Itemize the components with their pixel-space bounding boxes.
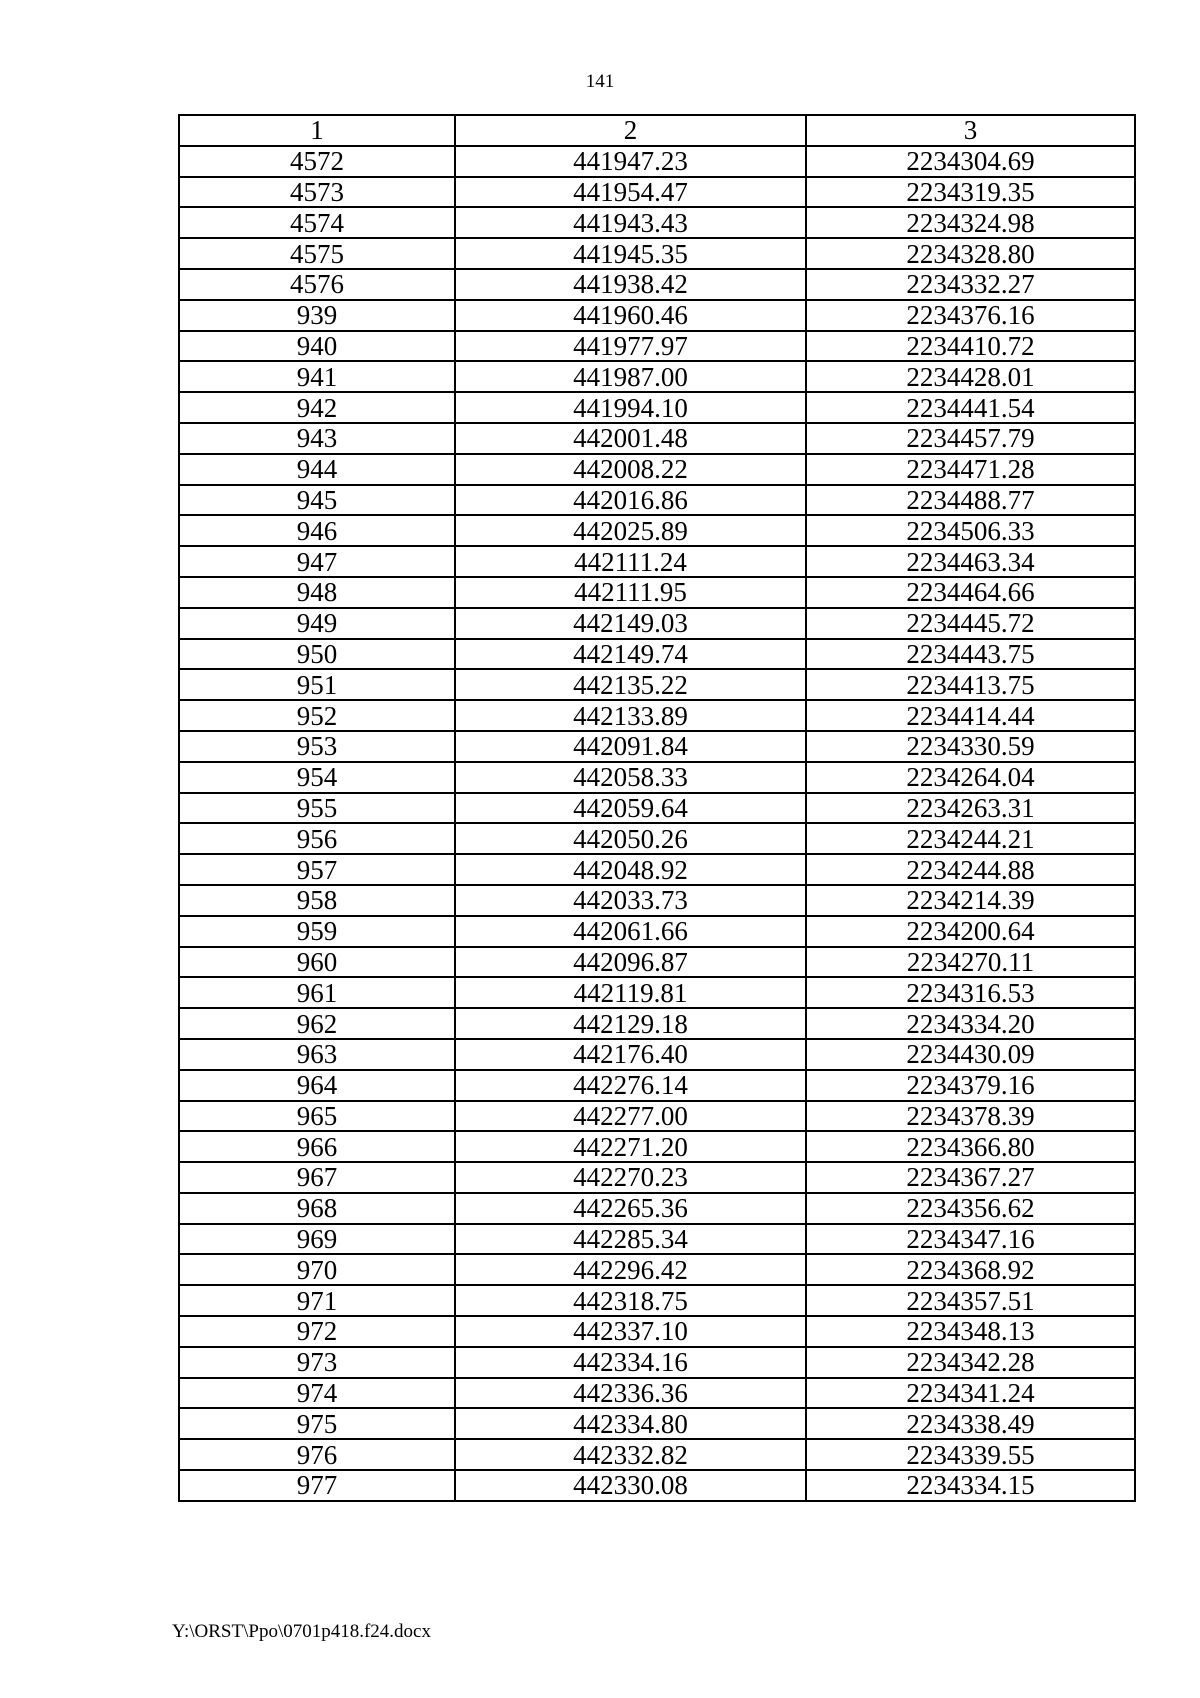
y-coordinate-cell: 2234304.69 [806, 146, 1135, 177]
point-number-cell: 966 [179, 1131, 455, 1162]
table-row [179, 177, 1135, 208]
y-coordinate-cell: 2234471.28 [806, 454, 1135, 485]
y-coordinate-cell: 2234334.20 [806, 1008, 1135, 1039]
table-row [179, 823, 1135, 854]
table-row [179, 1131, 1135, 1162]
table-row [179, 854, 1135, 885]
x-coordinate-cell: 442050.26 [455, 823, 806, 854]
point-number-cell: 939 [179, 300, 455, 331]
point-number-cell: 969 [179, 1224, 455, 1255]
table-row [179, 146, 1135, 177]
x-coordinate-cell: 442337.10 [455, 1316, 806, 1347]
table-row [179, 392, 1135, 423]
x-coordinate-cell: 442001.48 [455, 423, 806, 454]
table-row [179, 577, 1135, 608]
y-coordinate-cell: 2234328.80 [806, 238, 1135, 269]
point-number-cell: 4575 [179, 238, 455, 269]
point-number-cell: 943 [179, 423, 455, 454]
x-coordinate-cell: 442318.75 [455, 1285, 806, 1316]
x-coordinate-cell: 442149.03 [455, 608, 806, 639]
x-coordinate-cell: 442133.89 [455, 700, 806, 731]
table-row [179, 669, 1135, 700]
x-coordinate-cell: 442016.86 [455, 485, 806, 516]
table-row [179, 947, 1135, 978]
point-number-cell: 968 [179, 1193, 455, 1224]
table-row [179, 546, 1135, 577]
coordinate-table [178, 114, 1136, 1502]
x-coordinate-cell: 441987.00 [455, 361, 806, 392]
x-coordinate-cell: 441947.23 [455, 146, 806, 177]
column-header: 2 [455, 115, 806, 146]
x-coordinate-cell: 442334.16 [455, 1347, 806, 1378]
table-row [179, 885, 1135, 916]
table-row [179, 331, 1135, 362]
y-coordinate-cell: 2234244.88 [806, 854, 1135, 885]
y-coordinate-cell: 2234334.15 [806, 1470, 1135, 1501]
point-number-cell: 941 [179, 361, 455, 392]
x-coordinate-cell: 442119.81 [455, 977, 806, 1008]
point-number-cell: 974 [179, 1378, 455, 1409]
table-row [179, 608, 1135, 639]
y-coordinate-cell: 2234367.27 [806, 1162, 1135, 1193]
x-coordinate-cell: 441960.46 [455, 300, 806, 331]
x-coordinate-cell: 441945.35 [455, 238, 806, 269]
x-coordinate-cell: 441954.47 [455, 177, 806, 208]
y-coordinate-cell: 2234366.80 [806, 1131, 1135, 1162]
y-coordinate-cell: 2234356.62 [806, 1193, 1135, 1224]
x-coordinate-cell: 442059.64 [455, 793, 806, 824]
x-coordinate-cell: 442336.36 [455, 1378, 806, 1409]
point-number-cell: 953 [179, 731, 455, 762]
table-row [179, 1378, 1135, 1409]
table-row [179, 1224, 1135, 1255]
x-coordinate-cell: 442058.33 [455, 762, 806, 793]
table-row [179, 454, 1135, 485]
y-coordinate-cell: 2234376.16 [806, 300, 1135, 331]
y-coordinate-cell: 2234357.51 [806, 1285, 1135, 1316]
point-number-cell: 940 [179, 331, 455, 362]
point-number-cell: 959 [179, 916, 455, 947]
y-coordinate-cell: 2234463.34 [806, 546, 1135, 577]
y-coordinate-cell: 2234244.21 [806, 823, 1135, 854]
y-coordinate-cell: 2234428.01 [806, 361, 1135, 392]
table-row [179, 1408, 1135, 1439]
y-coordinate-cell: 2234347.16 [806, 1224, 1135, 1255]
point-number-cell: 973 [179, 1347, 455, 1378]
table-row [179, 1193, 1135, 1224]
table-row [179, 269, 1135, 300]
point-number-cell: 975 [179, 1408, 455, 1439]
point-number-cell: 950 [179, 639, 455, 670]
table-row [179, 423, 1135, 454]
table-row [179, 300, 1135, 331]
table-row [179, 1101, 1135, 1132]
y-coordinate-cell: 2234414.44 [806, 700, 1135, 731]
y-coordinate-cell: 2234341.24 [806, 1378, 1135, 1409]
point-number-cell: 956 [179, 823, 455, 854]
y-coordinate-cell: 2234506.33 [806, 515, 1135, 546]
x-coordinate-cell: 442270.23 [455, 1162, 806, 1193]
x-coordinate-cell: 442271.20 [455, 1131, 806, 1162]
y-coordinate-cell: 2234338.49 [806, 1408, 1135, 1439]
x-coordinate-cell: 442265.36 [455, 1193, 806, 1224]
table-row [179, 762, 1135, 793]
y-coordinate-cell: 2234264.04 [806, 762, 1135, 793]
point-number-cell: 944 [179, 454, 455, 485]
footer-file-path: Y:\ORST\Ppo\0701p418.f24.docx [172, 1621, 431, 1642]
point-number-cell: 961 [179, 977, 455, 1008]
y-coordinate-cell: 2234464.66 [806, 577, 1135, 608]
x-coordinate-cell: 442008.22 [455, 454, 806, 485]
table-row [179, 700, 1135, 731]
y-coordinate-cell: 2234342.28 [806, 1347, 1135, 1378]
x-coordinate-cell: 442135.22 [455, 669, 806, 700]
table-row [179, 515, 1135, 546]
table-row [179, 639, 1135, 670]
point-number-cell: 955 [179, 793, 455, 824]
y-coordinate-cell: 2234263.31 [806, 793, 1135, 824]
point-number-cell: 963 [179, 1039, 455, 1070]
x-coordinate-cell: 442111.95 [455, 577, 806, 608]
table-row [179, 916, 1135, 947]
x-coordinate-cell: 442025.89 [455, 515, 806, 546]
table-row [179, 238, 1135, 269]
x-coordinate-cell: 442129.18 [455, 1008, 806, 1039]
x-coordinate-cell: 442330.08 [455, 1470, 806, 1501]
column-header: 3 [806, 115, 1135, 146]
table-row [179, 1316, 1135, 1347]
y-coordinate-cell: 2234445.72 [806, 608, 1135, 639]
point-number-cell: 4572 [179, 146, 455, 177]
point-number-cell: 954 [179, 762, 455, 793]
x-coordinate-cell: 441938.42 [455, 269, 806, 300]
point-number-cell: 942 [179, 392, 455, 423]
y-coordinate-cell: 2234270.11 [806, 947, 1135, 978]
y-coordinate-cell: 2234330.59 [806, 731, 1135, 762]
point-number-cell: 948 [179, 577, 455, 608]
x-coordinate-cell: 442149.74 [455, 639, 806, 670]
point-number-cell: 977 [179, 1470, 455, 1501]
table-body [179, 115, 1135, 1501]
x-coordinate-cell: 442061.66 [455, 916, 806, 947]
point-number-cell: 971 [179, 1285, 455, 1316]
x-coordinate-cell: 442332.82 [455, 1439, 806, 1470]
point-number-cell: 972 [179, 1316, 455, 1347]
page-number: 141 [585, 71, 615, 92]
point-number-cell: 965 [179, 1101, 455, 1132]
table-row [179, 361, 1135, 392]
y-coordinate-cell: 2234441.54 [806, 392, 1135, 423]
y-coordinate-cell: 2234316.53 [806, 977, 1135, 1008]
table-row [179, 1039, 1135, 1070]
x-coordinate-cell: 442277.00 [455, 1101, 806, 1132]
point-number-cell: 949 [179, 608, 455, 639]
point-number-cell: 951 [179, 669, 455, 700]
table-row [179, 207, 1135, 238]
point-number-cell: 4573 [179, 177, 455, 208]
x-coordinate-cell: 442096.87 [455, 947, 806, 978]
y-coordinate-cell: 2234457.79 [806, 423, 1135, 454]
x-coordinate-cell: 442033.73 [455, 885, 806, 916]
y-coordinate-cell: 2234488.77 [806, 485, 1135, 516]
x-coordinate-cell: 441943.43 [455, 207, 806, 238]
point-number-cell: 970 [179, 1254, 455, 1285]
x-coordinate-cell: 442285.34 [455, 1224, 806, 1255]
table-row [179, 977, 1135, 1008]
x-coordinate-cell: 442091.84 [455, 731, 806, 762]
table-row [179, 1347, 1135, 1378]
point-number-cell: 967 [179, 1162, 455, 1193]
y-coordinate-cell: 2234332.27 [806, 269, 1135, 300]
x-coordinate-cell: 442111.24 [455, 546, 806, 577]
x-coordinate-cell: 441994.10 [455, 392, 806, 423]
y-coordinate-cell: 2234410.72 [806, 331, 1135, 362]
y-coordinate-cell: 2234339.55 [806, 1439, 1135, 1470]
y-coordinate-cell: 2234200.64 [806, 916, 1135, 947]
y-coordinate-cell: 2234324.98 [806, 207, 1135, 238]
point-number-cell: 4576 [179, 269, 455, 300]
x-coordinate-cell: 442048.92 [455, 854, 806, 885]
point-number-cell: 960 [179, 947, 455, 978]
x-coordinate-cell: 441977.97 [455, 331, 806, 362]
point-number-cell: 962 [179, 1008, 455, 1039]
y-coordinate-cell: 2234430.09 [806, 1039, 1135, 1070]
point-number-cell: 964 [179, 1070, 455, 1101]
point-number-cell: 958 [179, 885, 455, 916]
table-header-row [179, 115, 1135, 146]
point-number-cell: 4574 [179, 207, 455, 238]
table-row [179, 731, 1135, 762]
x-coordinate-cell: 442334.80 [455, 1408, 806, 1439]
x-coordinate-cell: 442176.40 [455, 1039, 806, 1070]
y-coordinate-cell: 2234348.13 [806, 1316, 1135, 1347]
point-number-cell: 947 [179, 546, 455, 577]
table-row [179, 1285, 1135, 1316]
y-coordinate-cell: 2234378.39 [806, 1101, 1135, 1132]
table-row [179, 1008, 1135, 1039]
table-row [179, 1070, 1135, 1101]
point-number-cell: 946 [179, 515, 455, 546]
y-coordinate-cell: 2234214.39 [806, 885, 1135, 916]
table-row [179, 485, 1135, 516]
y-coordinate-cell: 2234413.75 [806, 669, 1135, 700]
point-number-cell: 976 [179, 1439, 455, 1470]
point-number-cell: 952 [179, 700, 455, 731]
table-row [179, 1162, 1135, 1193]
point-number-cell: 957 [179, 854, 455, 885]
point-number-cell: 945 [179, 485, 455, 516]
table-row [179, 793, 1135, 824]
x-coordinate-cell: 442296.42 [455, 1254, 806, 1285]
column-header: 1 [179, 115, 455, 146]
y-coordinate-cell: 2234379.16 [806, 1070, 1135, 1101]
table-row [179, 1439, 1135, 1470]
x-coordinate-cell: 442276.14 [455, 1070, 806, 1101]
y-coordinate-cell: 2234443.75 [806, 639, 1135, 670]
y-coordinate-cell: 2234319.35 [806, 177, 1135, 208]
table-row [179, 1470, 1135, 1501]
table-row [179, 1254, 1135, 1285]
y-coordinate-cell: 2234368.92 [806, 1254, 1135, 1285]
